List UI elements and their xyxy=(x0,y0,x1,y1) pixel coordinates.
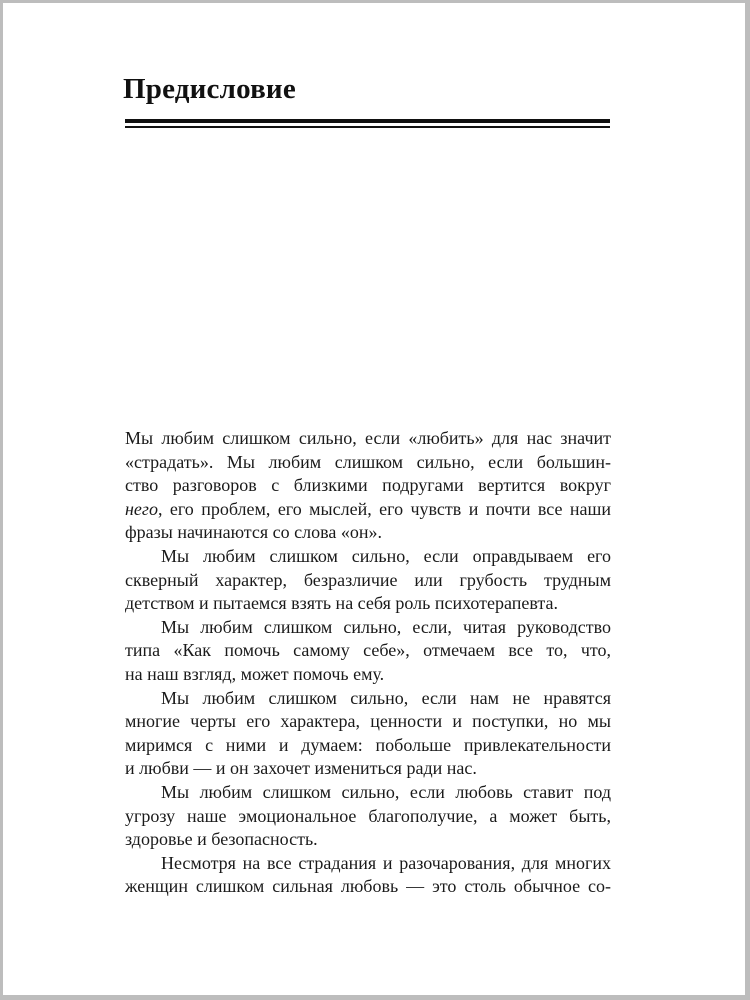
text-line: детством и пытаемся взять на себя роль психотерапевта. xyxy=(125,593,559,614)
body-text xyxy=(125,427,611,899)
text-line: многие черты его характера, ценности и поступки, но мы xyxy=(125,711,611,732)
text-line: Мы любим слишком сильно, если любовь ставит под xyxy=(161,781,611,802)
text-line: угрозу наше эмоциональное благополучие, а может быть, xyxy=(125,805,611,826)
text-line: на наш взгляд, может помочь ему. xyxy=(125,663,385,684)
text-line: здоровье и безопасность. xyxy=(125,829,318,850)
text-line: «страдать». Мы любим слишком сильно, если большин- xyxy=(125,451,611,472)
text-line: типа «Как помочь самому себе», отмечаем все то, что, xyxy=(125,640,611,661)
text-line xyxy=(125,498,611,522)
text-line: миримся с ними и думаем: побольше привлекательности xyxy=(125,734,611,755)
text-line: ство разговоров с близкими подругами вертится вокруг xyxy=(125,475,611,496)
text-line: Несмотря на все страдания и разочарования, для многих xyxy=(161,852,611,873)
text-line: фразы начинаются со слова «он». xyxy=(125,522,382,543)
title-rule-thin xyxy=(125,126,610,128)
paragraph-5 xyxy=(125,781,611,852)
text-line: Мы любим слишком сильно, если, читая руководство xyxy=(161,616,611,637)
text-line: Мы любим слишком сильно, если оправдываем его xyxy=(161,545,611,566)
text-line: женщин слишком сильная любовь — это столь обычное со- xyxy=(125,876,611,897)
paragraph-3 xyxy=(125,616,611,687)
text-line: и любви — и он захочет измениться ради нас. xyxy=(125,758,477,779)
chapter-title: Предисловие xyxy=(123,73,296,105)
text-fragment: , его проблем, его мыслей, его чувств и почти все наши xyxy=(157,498,611,519)
book-page xyxy=(3,3,745,995)
paragraph-4 xyxy=(125,687,611,781)
emphasis-text: него xyxy=(125,498,158,519)
paragraph-1 xyxy=(125,427,611,545)
title-rule-thick xyxy=(125,119,610,123)
text-line: Мы любим слишком сильно, если нам не нравятся xyxy=(161,687,611,708)
text-line: Мы любим слишком сильно, если «любить» для нас значит xyxy=(125,428,611,448)
text-line: скверный характер, безразличие или грубость трудным xyxy=(125,569,611,590)
paragraph-6 xyxy=(125,852,611,899)
paragraph-2 xyxy=(125,545,611,616)
